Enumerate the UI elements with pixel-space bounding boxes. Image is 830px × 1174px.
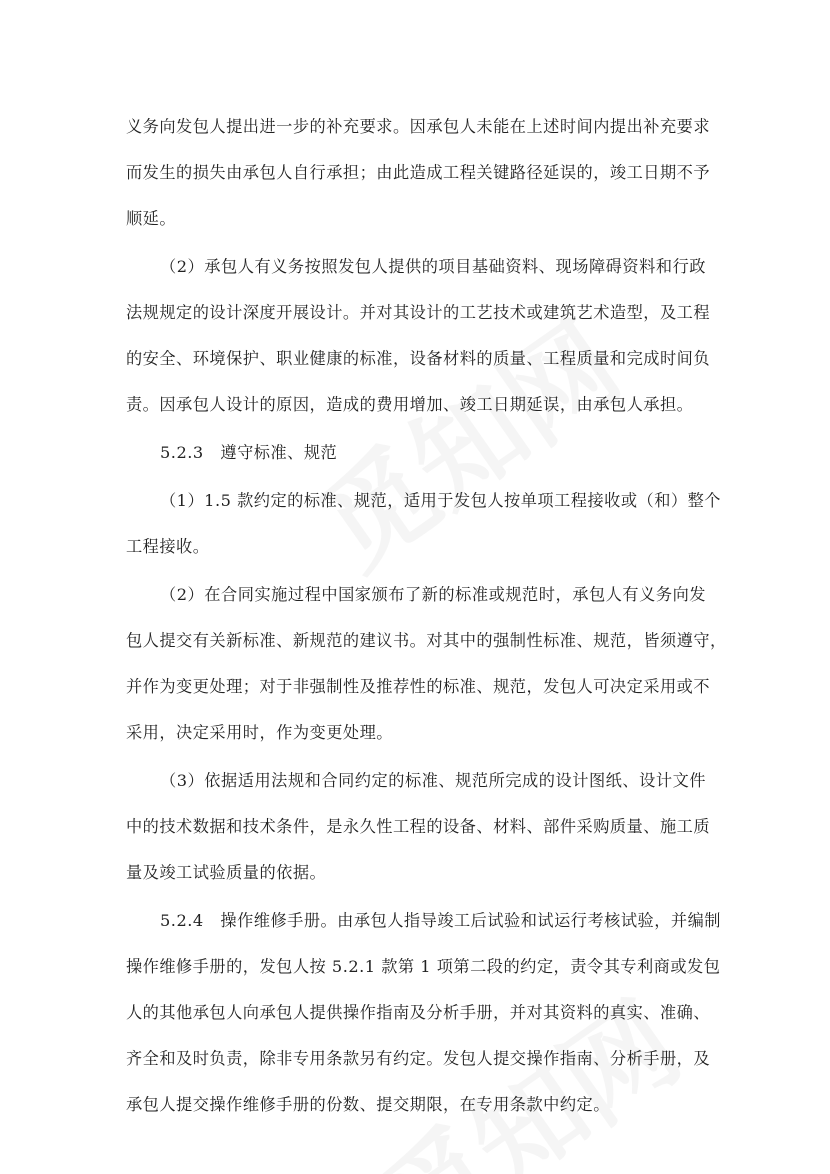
- text-line: 义务向发包人提出进一步的补充要求。因承包人未能在上述时间内提出补充要求: [126, 117, 711, 136]
- text-line: （1）1.5 款约定的标准、规范，适用于发包人按单项工程接收或（和）整个: [160, 491, 721, 510]
- text-line: 而发生的损失由承包人自行承担；由此造成工程关键路径延误的，竣工日期不予: [126, 163, 711, 182]
- text-line: 工程接收。: [126, 537, 210, 556]
- text-line: 5.2.4 操作维修手册。由承包人指导竣工后试验和试运行考核试验，并编制: [160, 911, 721, 930]
- text-line: 承包人提交操作维修手册的份数、提交期限，在专用条款中约定。: [126, 1095, 610, 1114]
- text-line: 人的其他承包人向承包人提供操作指南及分析手册，并对其资料的真实、准确、: [126, 1003, 711, 1022]
- paragraph-5-2-3-item-3: [126, 758, 711, 896]
- text-line: 并作为变更处理；对于非强制性及推荐性的标准、规范，发包人可决定采用或不: [126, 677, 711, 696]
- paragraph-design-obligation: [126, 244, 711, 428]
- paragraph-5-2-3-item-2: [126, 572, 727, 756]
- text-line: 责。因承包人设计的原因，造成的费用增加、竣工日期延误，由承包人承担。: [126, 395, 694, 414]
- text-line: （3）依据适用法规和合同约定的标准、规范所完成的设计图纸、设计文件: [160, 771, 706, 790]
- text-line: （2）承包人有义务按照发包人提供的项目基础资料、现场障碍资料和行政: [160, 257, 706, 276]
- section-heading-5-2-3: [126, 430, 706, 476]
- paragraph-continuation: [126, 104, 711, 242]
- paragraph-5-2-4: [126, 898, 721, 1128]
- text-line: 包人提交有关新标准、新规范的建议书。对其中的强制性标准、规范，皆须遵守，: [126, 631, 727, 650]
- text-line: 的安全、环境保护、职业健康的标准，设备材料的质量、工程质量和完成时间负: [126, 349, 711, 368]
- text-line: 采用，决定采用时，作为变更处理。: [126, 723, 393, 742]
- text-line: 操作维修手册的，发包人按 5.2.1 款第 1 项第二段的约定，责令其专利商或发包: [126, 957, 721, 976]
- text-line: 顺延。: [126, 209, 177, 228]
- document-body: [126, 104, 727, 1130]
- text-line: 量及竣工试验质量的依据。: [126, 863, 327, 882]
- text-line: 中的技术数据和技术条件，是永久性工程的设备、材料、部件采购质量、施工质: [126, 817, 711, 836]
- text-line: （2）在合同实施过程中国家颁布了新的标准或规范时，承包人有义务向发: [160, 585, 706, 604]
- text-line: 法规规定的设计深度开展设计。并对其设计的工艺技术或建筑艺术造型，及工程: [126, 303, 711, 322]
- text-line: 5.2.3 遵守标准、规范: [160, 443, 338, 462]
- text-line: 齐全和及时负责，除非专用条款另有约定。发包人提交操作指南、分析手册，及: [126, 1049, 711, 1068]
- paragraph-5-2-3-item-1: [126, 478, 721, 570]
